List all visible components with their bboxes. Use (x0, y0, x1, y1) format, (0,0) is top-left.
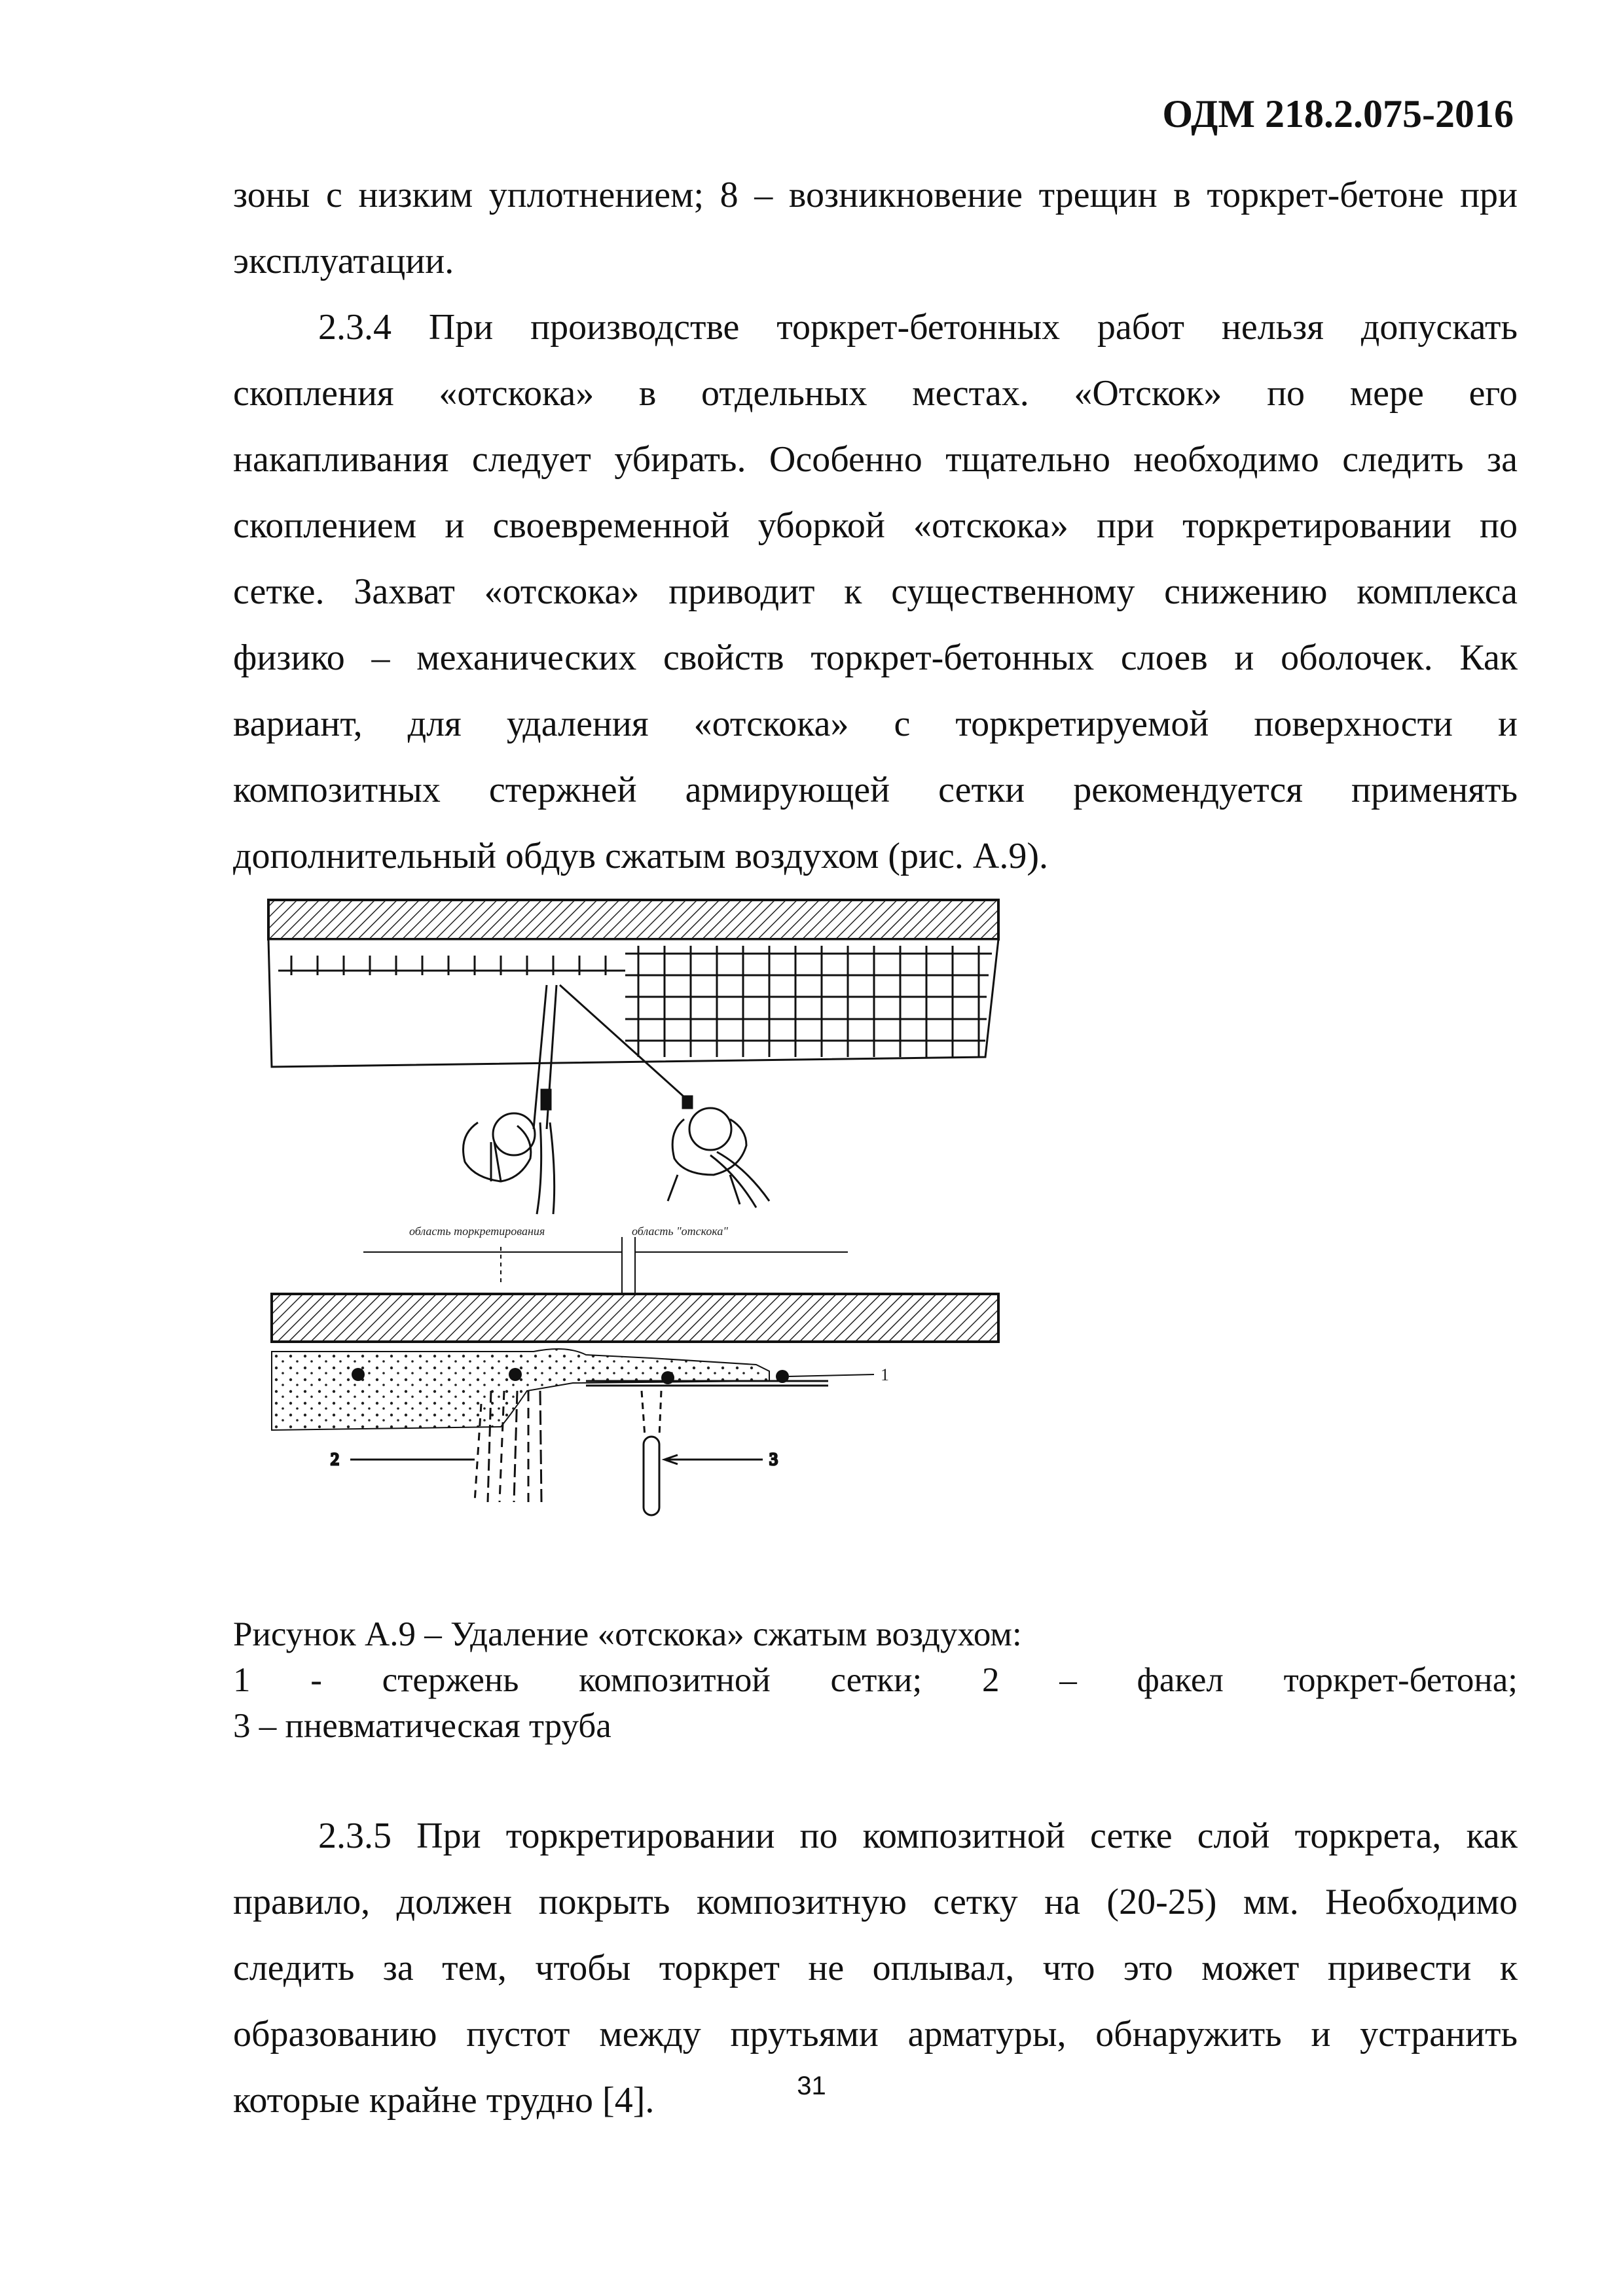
text-line: накапливания следует убирать. Особенно тщательно необходимо следить за (233, 439, 1518, 480)
callout-1: 1 (881, 1365, 889, 1384)
text-line: эксплуатации. (233, 241, 454, 281)
paragraph-continuation (233, 162, 1518, 295)
text-line: вариант, для удаления «отскока» с торкретируемой поверхности и (233, 704, 1518, 744)
text-line: следить за тем, чтобы торкрет не оплывал, что это может привести к (233, 1948, 1518, 1988)
caption-legend-line: 1 - стержень композитной сетки; 2 – факел торкрет-бетона; (233, 1661, 1518, 1699)
figure-caption (233, 1611, 1518, 1749)
page-number: 31 (797, 2072, 826, 2100)
text-line: сетке. Захват «отскока» приводит к существенному снижению комплекса (233, 571, 1518, 612)
caption-legend-line: 3 – пневматическая труба (233, 1707, 611, 1745)
callout-2: 2 (331, 1450, 339, 1469)
paragraph-2-3-4 (233, 295, 1518, 889)
callout-3: 3 (769, 1450, 778, 1469)
text-line: правило, должен покрыть композитную сетку на (20-25) мм. Необходимо (233, 1882, 1518, 1922)
slab-top-view (268, 900, 998, 1067)
text-line: 2.3.4 При производстве торкрет-бетонных работ нельзя допускать (318, 307, 1518, 348)
label-shotcrete-area: область торкретирования (409, 1225, 545, 1238)
text-line: композитных стержней армирующей сетки рекомендуется применять (233, 770, 1518, 810)
pneumatic-tube (642, 1391, 778, 1515)
text-line: зоны с низким уплотнением; 8 – возникновение трещин в торкрет-бетоне при (233, 175, 1518, 215)
text-line: образованию пустот между прутьями арматуры, обнаружить и устранить (233, 2014, 1518, 2054)
text-line: дополнительный обдув сжатым воздухом (рис. А.9). (233, 836, 1048, 876)
label-rebound-area: область "отскока" (632, 1225, 728, 1238)
text-line: 2.3.5 При торкретировании по композитной сетке слой торкрета, как (318, 1816, 1518, 1856)
document-code-header: ОДМ 218.2.075-2016 (1162, 92, 1514, 135)
text-line: которые крайне трудно [4]. (233, 2080, 655, 2121)
figure-a9-illustration (259, 893, 1012, 1587)
slab-cross-section (272, 1294, 998, 1430)
text-line: скопления «отскока» в отдельных местах. «Отскок» по мере его (233, 373, 1518, 414)
text-line: скоплением и своевременной уборкой «отскока» при торкретировании по (233, 505, 1518, 546)
text-line: физико – механических свойств торкрет-бетонных слоев и оболочек. Как (233, 637, 1518, 678)
caption-title: Рисунок А.9 – Удаление «отскока» сжатым воздухом: (233, 1615, 1022, 1653)
